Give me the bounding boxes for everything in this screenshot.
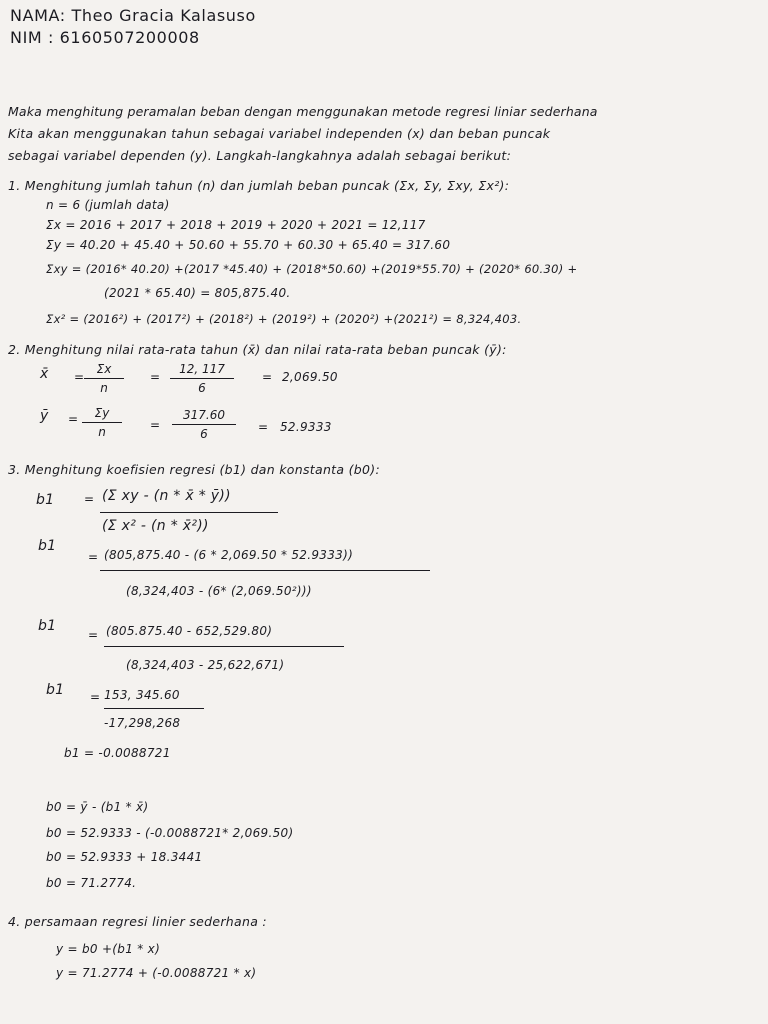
b1-substituted-denominator: (8,324,403 - (6* (2,069.50²))) bbox=[126, 584, 312, 598]
step4-title: 4. persamaan regresi linier sederhana : bbox=[8, 914, 267, 929]
ybar-fraction bbox=[172, 408, 236, 441]
b1-label: b1 bbox=[36, 492, 55, 508]
equals-sign: = bbox=[90, 690, 101, 704]
b0-simplification: b0 = 52.9333 + 18.3441 bbox=[46, 850, 203, 864]
equals-sign: = bbox=[150, 418, 161, 432]
b0-formula: b0 = ȳ - (b1 * x̄) bbox=[46, 800, 149, 814]
b1-label: b1 bbox=[38, 618, 57, 634]
step1-title: 1. Menghitung jumlah tahun (n) dan jumlah beban puncak (Σx, Σy, Σxy, Σx²): bbox=[8, 178, 510, 193]
equals-sign: = bbox=[150, 370, 161, 384]
fraction-bar bbox=[100, 570, 430, 571]
fraction-bar bbox=[104, 708, 204, 709]
b1-formula-numerator: (Σ xy - (n * x̄ * ȳ)) bbox=[102, 488, 231, 504]
regression-equation-final: y = 71.2774 + (-0.0088721 * x) bbox=[56, 966, 257, 980]
equals-sign: = bbox=[74, 370, 85, 384]
ybar-fraction-denominator: 6 bbox=[200, 427, 208, 441]
xbar-formula-denominator: n bbox=[100, 381, 108, 395]
step1-n: n = 6 (jumlah data) bbox=[46, 198, 170, 212]
step1-sum-y: Σy = 40.20 + 45.40 + 50.60 + 55.70 + 60.30 + 65.40 = 317.60 bbox=[46, 238, 451, 252]
xbar-formula bbox=[84, 362, 124, 395]
regression-equation-general: y = b0 +(b1 * x) bbox=[56, 942, 161, 956]
equals-sign: = bbox=[258, 420, 269, 434]
step1-sum-x-squared: Σx² = (2016²) + (2017²) + (2018²) + (2019²) + (2020²) +(2021²) = 8,324,403. bbox=[46, 312, 522, 326]
ybar-formula bbox=[82, 406, 122, 439]
equals-sign: = bbox=[88, 550, 99, 564]
b1-simplified-numerator: (805.875.40 - 652,529.80) bbox=[106, 624, 273, 638]
student-nim: NIM : 6160507200008 bbox=[10, 28, 200, 47]
intro-line-3: sebagai variabel dependen (y). Langkah-langkahnya adalah sebagai berikut: bbox=[8, 148, 512, 163]
equals-sign: = bbox=[84, 492, 95, 506]
b1-quotient-numerator: 153, 345.60 bbox=[104, 688, 180, 702]
b1-substituted-numerator: (805,875.40 - (6 * 2,069.50 * 52.9333)) bbox=[104, 548, 354, 562]
xbar-label: x̄ bbox=[40, 366, 49, 382]
step3-title: 3. Menghitung koefisien regresi (b1) dan konstanta (b0): bbox=[8, 462, 380, 477]
step1-sum-x: Σx = 2016 + 2017 + 2018 + 2019 + 2020 + 2021 = 12,117 bbox=[46, 218, 426, 232]
b1-formula-denominator: (Σ x² - (n * x̄²)) bbox=[102, 518, 209, 534]
xbar-result: 2,069.50 bbox=[282, 370, 338, 384]
student-name: NAMA: Theo Gracia Kalasuso bbox=[10, 6, 256, 25]
ybar-formula-numerator: Σy bbox=[82, 406, 122, 423]
step2-title: 2. Menghitung nilai rata-rata tahun (x̄) dan nilai rata-rata beban puncak (ȳ): bbox=[8, 342, 507, 357]
equals-sign: = bbox=[68, 412, 79, 426]
b1-result: b1 = -0.0088721 bbox=[64, 746, 171, 760]
step1-sum-xy-line2: (2021 * 65.40) = 805,875.40. bbox=[104, 286, 291, 300]
b0-substitution: b0 = 52.9333 - (-0.0088721* 2,069.50) bbox=[46, 826, 294, 840]
step1-sum-xy-line1: Σxy = (2016* 40.20) +(2017 *45.40) + (2018*50.60) +(2019*55.70) + (2020* 60.30) + bbox=[46, 262, 578, 276]
b0-result: b0 = 71.2774. bbox=[46, 876, 137, 890]
b1-simplified-denominator: (8,324,403 - 25,622,671) bbox=[126, 658, 285, 672]
equals-sign: = bbox=[262, 370, 273, 384]
intro-line-2: Kita akan menggunakan tahun sebagai variabel independen (x) dan beban puncak bbox=[8, 126, 551, 141]
xbar-fraction-numerator: 12, 117 bbox=[170, 362, 234, 379]
xbar-fraction bbox=[170, 362, 234, 395]
fraction-bar bbox=[104, 646, 344, 647]
ybar-formula-denominator: n bbox=[98, 425, 106, 439]
equals-sign: = bbox=[88, 628, 99, 642]
intro-line-1: Maka menghitung peramalan beban dengan menggunakan metode regresi liniar sederhana bbox=[8, 104, 598, 119]
xbar-fraction-denominator: 6 bbox=[198, 381, 206, 395]
xbar-formula-numerator: Σx bbox=[84, 362, 124, 379]
ybar-label: ȳ bbox=[40, 408, 49, 424]
ybar-result: 52.9333 bbox=[280, 420, 332, 434]
b1-label: b1 bbox=[38, 538, 57, 554]
b1-label: b1 bbox=[46, 682, 65, 698]
fraction-bar bbox=[100, 512, 278, 513]
b1-quotient-denominator: -17,298,268 bbox=[104, 716, 181, 730]
ybar-fraction-numerator: 317.60 bbox=[172, 408, 236, 425]
